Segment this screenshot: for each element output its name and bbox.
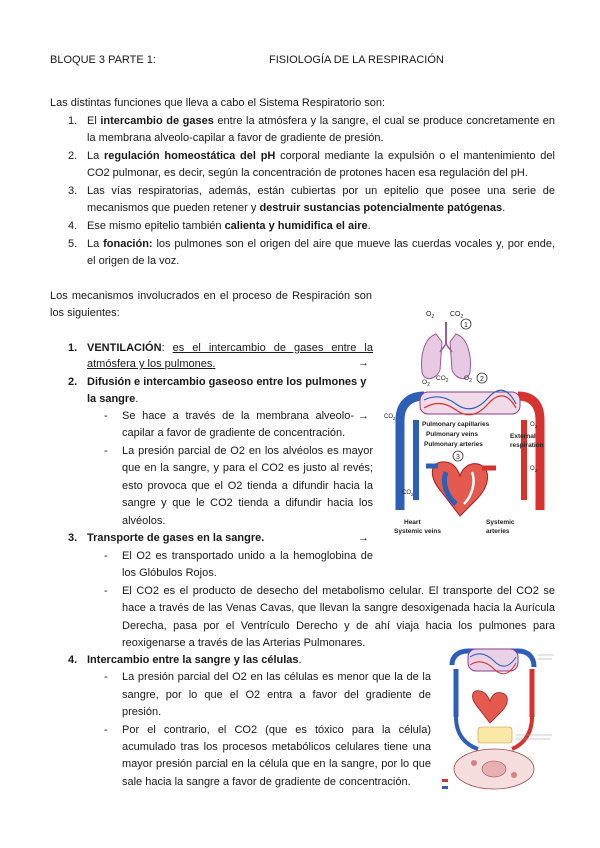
diagram-label-o2-right: $O_2$ — [530, 422, 538, 429]
diagram-label-o2-lower: $O_2$ — [530, 466, 538, 473]
label-pulmonary-capillaries: Pulmonary capillaries — [422, 421, 490, 428]
mechanism-1-line-2: atmósfera y los pulmones. — [87, 358, 216, 370]
bullet-dash: - — [104, 550, 108, 562]
intro-text: Las distintas funciones que lleva a cabo el Sistema Respiratorio son: — [50, 97, 386, 109]
bullet-dash: - — [104, 724, 108, 736]
link-arrow-icon: → — [358, 410, 369, 422]
diagram-label-o2-top: $O_2$ — [426, 311, 435, 320]
diagram-label-co2-left: $CO_2$ — [384, 414, 396, 421]
tissue-exchange-diagram — [438, 645, 560, 795]
bullet-dash: - — [104, 585, 108, 597]
list-number: 2. — [68, 150, 78, 162]
mechanism-2-bullet-1-line-1: Se hace a través de la membrana alveolo- — [122, 410, 354, 422]
list-number: 3. — [68, 185, 78, 197]
label-heart: Heart — [404, 519, 421, 526]
step-number: 2 — [480, 376, 484, 383]
header-section: BLOQUE 3 PARTE 1: — [50, 54, 156, 66]
list-number: 2. — [68, 376, 78, 388]
label-external-respiration-line-2: respiration — [510, 442, 544, 449]
mechanism-1-line-1: VENTILACIÓN: es el intercambio de gases entre la — [87, 342, 373, 354]
mechanisms-intro-line-2: los siguientes: — [50, 307, 120, 319]
mechanism-3-bullet-2-line-1: El CO2 es el producto de desecho del metabolismo celular. El transporte del CO2 se — [122, 585, 555, 597]
list-number: 5. — [68, 238, 78, 250]
diagram-label-co2-mid: $CO_2$ — [436, 375, 449, 384]
mechanism-2-bullet-2-line-4: sangre y que le CO2 tienda a difundir hacia los — [122, 497, 373, 509]
mechanism-3-title: Transporte de gases en la sangre. — [87, 532, 265, 544]
function-4-line-1: Ese mismo epitelio también calienta y humidifica el aire. — [87, 220, 371, 232]
mechanism-3-bullet-2-line-3: Derecha, pasa por el Ventrículo Derecho y de ahí viaja hacia los pulmones para — [122, 620, 555, 632]
label-pulmonary-arteries: Pulmonary arteries — [424, 441, 483, 448]
list-number: 4. — [68, 654, 78, 666]
document-title: FISIOLOGÍA DE LA RESPIRACIÓN — [269, 54, 444, 66]
list-number: 1. — [68, 115, 78, 127]
mechanism-4-bullet-2-line-2: acumulado tras los procesos metabólicos celulares tiene una — [122, 741, 431, 753]
label-pulmonary-veins: Pulmonary veins — [426, 431, 479, 438]
bullet-dash: - — [104, 410, 108, 422]
label-systemic-veins: Systemic veins — [394, 528, 441, 535]
mechanism-3-bullet-2-line-4: reoxigenarse a través de las Arterias Pulmonares. — [122, 637, 366, 649]
mechanism-3-bullet-1-line-1: El O2 es transportado unido a la hemoglobina de — [122, 550, 373, 562]
heart-illustration — [426, 462, 496, 516]
mechanism-2-bullet-2-line-5: alvéolos. — [122, 515, 166, 527]
heart-illustration — [473, 691, 508, 723]
step-number: 1 — [464, 322, 468, 329]
function-2-line-1: La regulación homeostática del pH corporal mediante la expulsión o el mantenimiento del — [87, 150, 555, 162]
link-arrow-icon: → — [358, 357, 369, 369]
mechanism-2-bullet-2-line-3: esto provoca que el O2 tienda a difundir hacia la — [122, 480, 373, 492]
list-number: 1. — [68, 342, 78, 354]
mechanism-4-bullet-1-line-1: La presión parcial del O2 en las células es menor que la de la — [122, 671, 431, 683]
function-1-line-1: El intercambio de gases entre la atmósfera y la sangre, el cual se produce concretamente en — [87, 115, 555, 127]
mechanism-2-bullet-2-line-2: que en la sangre, y para el CO2 es justo al revés; — [122, 462, 373, 474]
respiration-circulation-diagram — [380, 300, 562, 540]
function-5-line-1: La fonación: los pulmones son el origen del aire que mueve las cuerdas vocales y, por ende, — [87, 238, 555, 250]
mechanism-3-bullet-1-line-2: los Glóbulos Rojos. — [122, 567, 217, 579]
label-external-respiration-line-1: External — [510, 433, 536, 440]
diagram-label-co2-lower: $CO_2$ — [402, 490, 414, 497]
mechanism-2-title-line-1: Difusión e intercambio gaseoso entre los pulmones y — [87, 376, 367, 388]
mechanism-4-bullet-2-line-1: Por el contrario, el CO2 (que es tóxico para la célula) — [122, 724, 431, 736]
list-number: 3. — [68, 532, 78, 544]
legend-swatch-oxygenated — [442, 779, 448, 782]
mechanism-2-bullet-2-line-1: La presión parcial de O2 en los alvéolos es mayor — [122, 445, 373, 457]
label-systemic-arteries-line-2: arteries — [486, 528, 510, 535]
lungs-illustration — [422, 322, 471, 379]
diagram-label-o2-mid: $O_2$ — [422, 379, 430, 388]
list-number: 4. — [68, 220, 78, 232]
legend-swatch-deoxygenated — [442, 786, 448, 789]
mechanism-4-bullet-2-line-4: sale hacia la sangre a favor de gradiente de concentración. — [122, 776, 411, 788]
function-3-line-1: Las vías respiratorias, además, están cubiertas por un epitelio que posee una serie de — [87, 185, 555, 197]
label-systemic-arteries-line-1: Systemic — [486, 519, 515, 526]
mechanism-4-bullet-1-line-3: presión. — [122, 706, 162, 718]
mechanism-4-title: Intercambio entre la sangre y las células. — [87, 654, 302, 666]
link-arrow-icon: → — [358, 532, 369, 544]
mechanism-4-bullet-1-line-2: sangre, por lo que el O2 entra a favor del gradiente de — [122, 689, 431, 701]
function-1-line-2: la membrana alveolo-capilar a favor de gradiente de presión. — [87, 132, 384, 144]
diagram-label-co2-top: $CO_2$ — [450, 311, 464, 320]
function-2-line-2: CO2 pulmonar, es decir, según la concentración de protones hacen esa regulación del pH. — [87, 167, 528, 179]
bullet-dash: - — [104, 671, 108, 683]
mechanism-2-bullet-1-line-2: capilar a favor de gradiente de concentración. — [122, 427, 346, 439]
capillary-bed — [420, 392, 520, 414]
mechanisms-intro-line-1: Los mecanismos involucrados en el proceso de Respiración son — [50, 290, 372, 302]
function-5-line-2: el origen de la voz. — [87, 255, 180, 267]
diagram-label-o2-mid-right: $O_2$ — [464, 375, 472, 384]
mechanism-2-title-line-2: la sangre. — [87, 393, 139, 405]
mechanism-3-bullet-2-line-2: hace a través de las Venas Cavas, que llevan la sangre desoxigenada hacia la Aurícula — [122, 602, 555, 614]
tissue-capillaries — [478, 727, 512, 743]
function-3-line-2: mecanismos que pueden retener y destruir sustancias potencialmente patógenas. — [87, 202, 506, 214]
mechanism-4-bullet-2-line-3: mayor presión parcial en la célula que en la sangre, por lo que — [122, 758, 431, 770]
step-number: 3 — [456, 454, 460, 461]
bullet-dash: - — [104, 445, 108, 457]
